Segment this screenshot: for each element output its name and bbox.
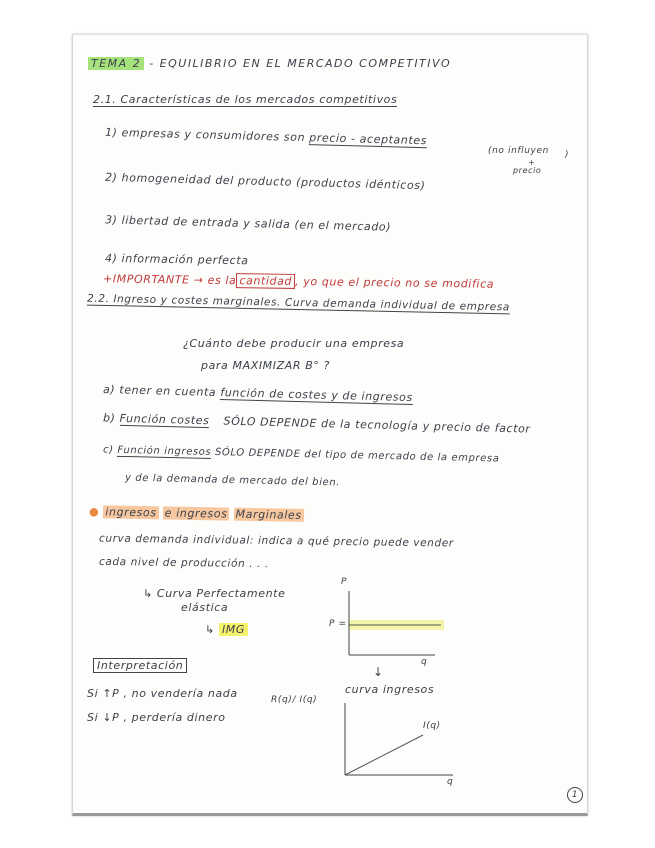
revenue-line — [345, 735, 423, 775]
key-term: precio - aceptantes — [309, 131, 428, 148]
key-term: Función ingresos — [117, 444, 212, 458]
important-note: +IMPORTANTE → es la cantidad , yo que el precio no se modifica — [102, 272, 495, 291]
graph1-x-label: q — [421, 657, 428, 667]
interpretation-label: Interpretación — [93, 659, 187, 672]
list-item: 3) libertad de entrada y salida (en el mercado) — [104, 213, 392, 234]
side-note: (no influyen — [488, 146, 549, 156]
key-term: Función costes — [119, 411, 210, 428]
down-arrow: ↓ — [373, 665, 384, 679]
list-item-continuation: y de la demanda de mercado del bien. — [124, 472, 341, 489]
question-line: para MAXIMIZAR B° ? — [201, 359, 330, 372]
notebook-page — [72, 34, 588, 816]
img-note: ↳ IMG — [205, 623, 248, 636]
boxed-term: cantidad — [236, 273, 295, 289]
section-heading-2-2: 2.2. Ingreso y costes marginales. Curva demanda individual de empresa — [86, 292, 511, 314]
graph2-x-label: q — [447, 777, 454, 787]
question-line: ¿Cuánto debe producir una empresa — [183, 337, 405, 350]
page-number: 1 — [567, 787, 583, 803]
graph2-y-label: R(q)/ I(q) — [271, 695, 318, 705]
img-label: IMG — [219, 623, 248, 636]
key-term: función de costes y de ingresos — [220, 386, 413, 405]
section-heading-ingresos: ● ingresos e ingresos Marginales — [88, 505, 302, 522]
side-note-close: ) — [565, 150, 570, 160]
interpretation-line: Si ↑P , no vendería nada — [87, 687, 238, 700]
graph2-curve-label: I(q) — [423, 721, 441, 731]
list-item: 1) empresas y consumidores son precio - aceptantes — [104, 125, 428, 148]
definition-line: cada nivel de producción . . . — [98, 555, 269, 571]
topic-tag: TEMA 2 — [88, 57, 144, 70]
list-item: 2) homogeneidad del producto (productos idénticos) — [104, 170, 426, 193]
graph1-p-label: P = — [329, 619, 347, 629]
list-item: c) Función ingresos SÓLO DEPENDE del tipo de mercado de la empresa — [102, 444, 500, 465]
graph1-y-label: P — [341, 577, 348, 587]
graph2-title: curva ingresos — [345, 683, 435, 696]
elastic-note: ↳ Curva Perfectamente — [143, 587, 286, 600]
list-item: 4) información perfecta — [104, 251, 249, 268]
elastic-note: elástica — [181, 601, 229, 614]
section-heading-2-1: 2.1. Características de los mercados competitivos — [93, 93, 398, 106]
definition-line: curva demanda individual: indica a qué precio puede vender — [98, 532, 454, 550]
topic-title: - EQUILIBRIO EN EL MERCADO COMPETITIVO — [149, 57, 452, 70]
list-item: a) tener en cuenta función de costes y de ingresos — [102, 382, 413, 405]
side-note-plus: + — [528, 158, 536, 167]
side-note-precio: precio — [513, 166, 542, 175]
list-item: b) Función costes SÓLO DEPENDE de la tecnología y precio de factor — [102, 411, 531, 436]
interpretation-line: Si ↓P , perdería dinero — [87, 711, 226, 724]
